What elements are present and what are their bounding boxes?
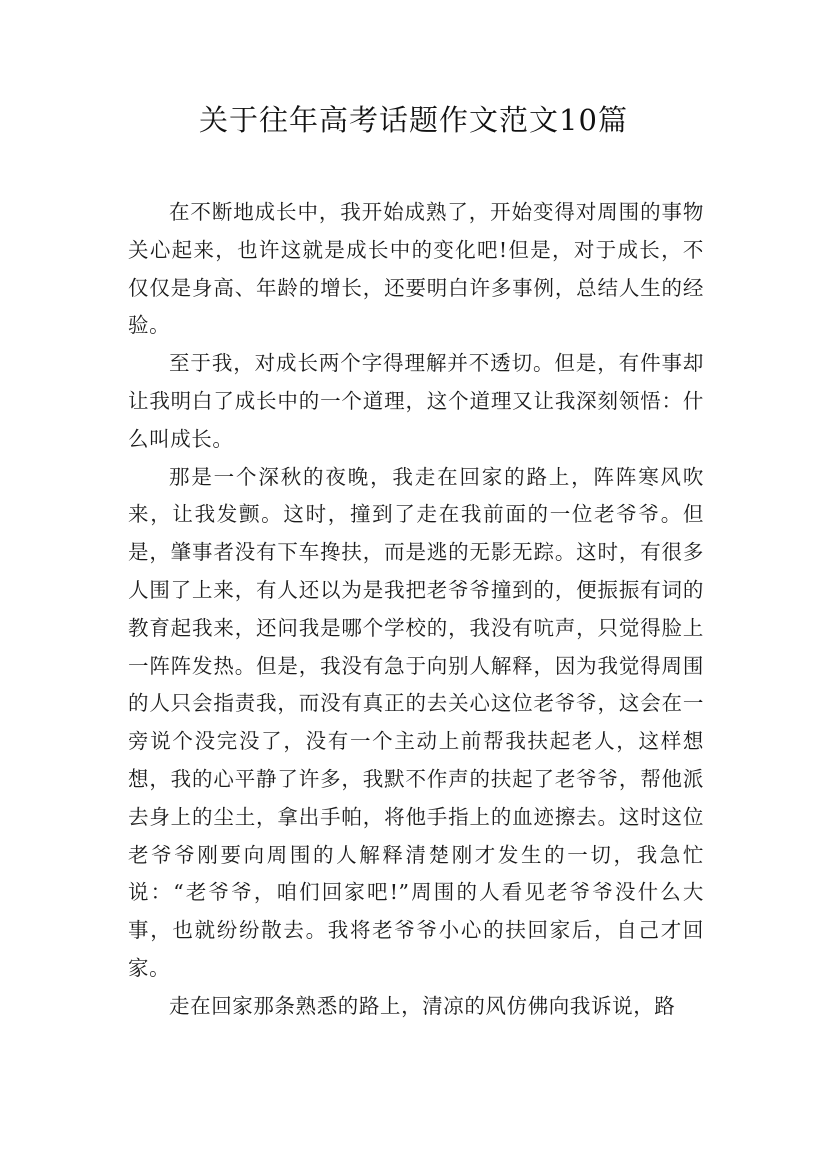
document-body: [128, 194, 704, 1026]
paragraph: 那是一个深秋的夜晚，我走在回家的路上，阵阵寒风吹来，让我发颤。这时，撞到了走在我前面的一位老爷爷。但是，肇事者没有下车搀扶，而是逃的无影无踪。这时，有很多人围了上来，有人还以为是我把老爷爷撞到的，便振振有词的教育起我来，还问我是哪个学校的，我没有吭声，只觉得脸上一阵阵发热。但是，我没有急于向别人解释，因为我觉得周围的人只会指责我，而没有真正的去关心这位老爷爷，这会在一旁说个没完没了，没有一个主动上前帮我扶起老人，这样想想，我的心平静了许多，我默不作声的扶起了老爷爷，帮他派去身上的尘土，拿出手帕，将他手指上的血迹擦去。这时这位老爷爷刚要向周围的人解释清楚刚才发生的一切，我急忙说：“老爷爷，咱们回家吧!”周围的人看见老爷爷没什么大事，也就纷纷散去。我将老爷爷小心的扶回家后，自己才回家。: [128, 464, 704, 980]
paragraph: 在不断地成长中，我开始成熟了，开始变得对周围的事物关心起来，也许这就是成长中的变化吧!但是，对于成长，不仅仅是身高、年龄的增长，还要明白许多事例，总结人生的经验。: [128, 200, 704, 338]
paragraph: 至于我，对成长两个字得理解并不透切。但是，有件事却让我明白了成长中的一个道理，这个道理又让我深刻领悟：什么叫成长。: [128, 351, 704, 451]
document-title: 关于往年高考话题作文范文10篇: [199, 103, 628, 137]
paragraph: 走在回家那条熟悉的路上，清凉的风仿佛向我诉说，路: [169, 993, 676, 1018]
